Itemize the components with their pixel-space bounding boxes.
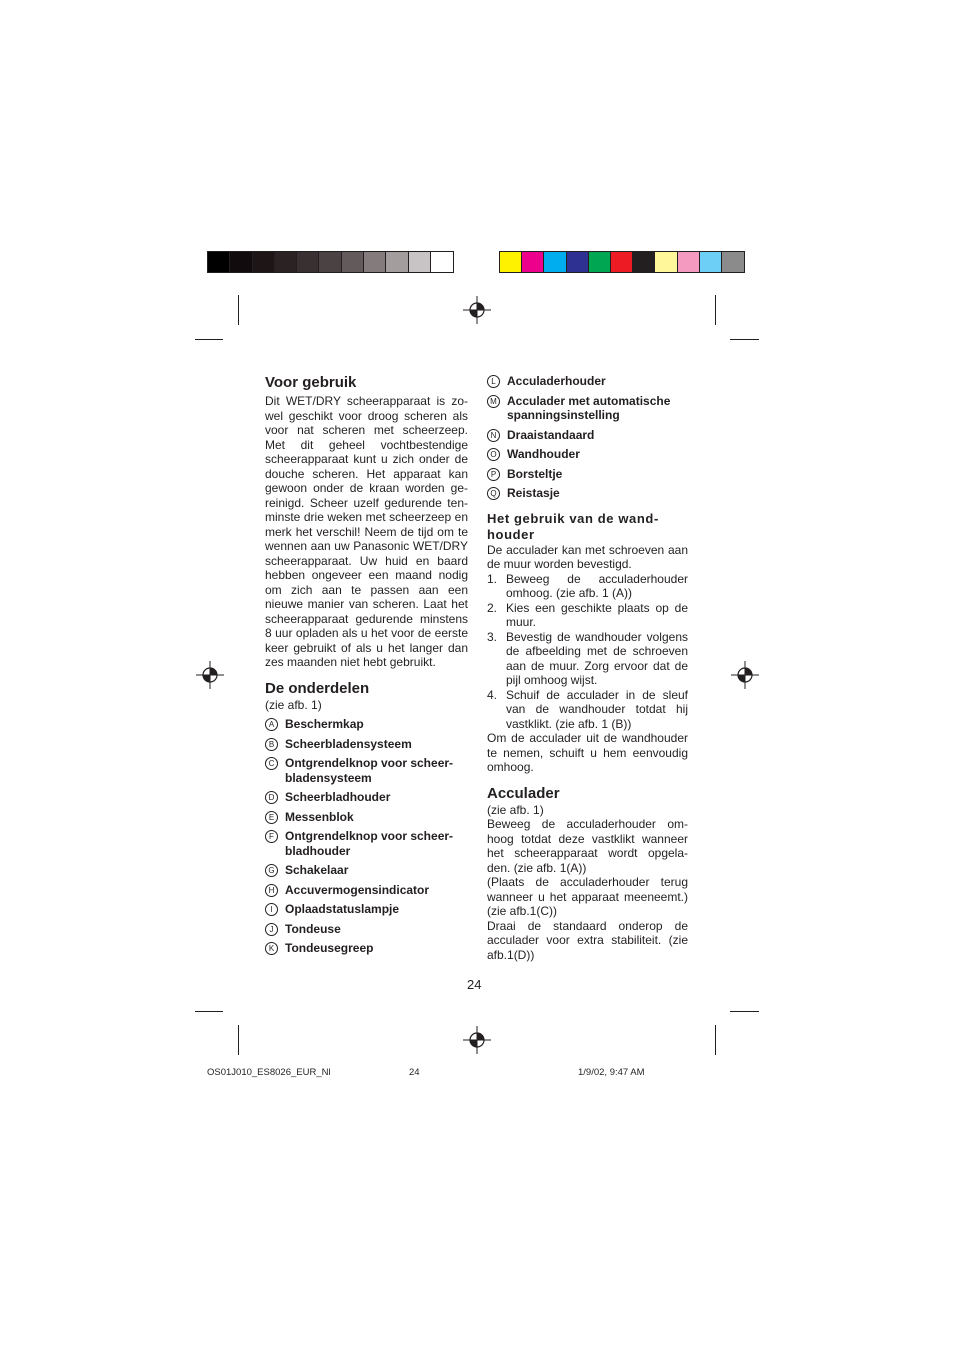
part-item	[265, 883, 468, 898]
part-letter-badge: G	[265, 864, 278, 877]
footer-file: OS01J010_ES8026_EUR_Nl	[207, 1067, 331, 1078]
wandhouder-steps	[487, 572, 688, 732]
part-item	[265, 810, 468, 825]
step-text: Bevestig de wandhouder volgens de afbeelding met de schroeven aan de muur. Zorg ervoor dat de pijl omhoog wijst.	[506, 629, 688, 687]
color-swatch	[722, 252, 744, 272]
left-column	[265, 374, 468, 961]
step-item	[487, 688, 688, 732]
part-label: Accuvermogensindicator	[285, 882, 430, 897]
step-text: Beweeg de acculaderhouder omhoog. (zie afb. 1 (A))	[506, 571, 688, 600]
part-label: Ontgrendelknop voor scheer-bladensysteem	[285, 756, 454, 785]
crop-mark	[730, 339, 759, 340]
part-label: Scheerbladhouder	[285, 790, 391, 804]
color-swatch	[230, 252, 252, 272]
part-item	[265, 790, 468, 805]
step-item	[487, 601, 688, 630]
part-item	[487, 374, 688, 389]
registration-mark-icon	[731, 661, 759, 689]
part-label: Tondeuse	[285, 921, 341, 936]
color-swatch	[589, 252, 611, 272]
part-letter-badge: K	[265, 942, 278, 955]
crop-mark	[715, 1025, 716, 1055]
part-label: Schakelaar	[285, 863, 349, 877]
acculader-p3: Draai de standaard onderop de acculader voor extra stabiliteit. (zie afb.1(D))	[487, 918, 688, 962]
crop-mark	[715, 295, 716, 325]
part-letter-badge: D	[265, 791, 278, 804]
color-swatch	[297, 252, 319, 272]
part-item	[487, 447, 688, 462]
part-label: Messenblok	[285, 809, 354, 824]
step-number: 3.	[487, 629, 498, 644]
part-label: Scheerbladensysteem	[285, 736, 412, 751]
step-text: Schuif de acculader in de sleuf van de wandhouder totdat hij vastklikt. (zie afb. 1 (B))	[506, 687, 688, 731]
color-swatch	[253, 252, 275, 272]
section-title-onderdelen: De onderdelen	[265, 679, 370, 697]
process-color-bar	[499, 251, 745, 273]
color-swatch	[275, 252, 297, 272]
step-item	[487, 630, 688, 688]
step-item	[487, 572, 688, 601]
part-label: Acculaderhouder	[507, 374, 606, 388]
part-letter-badge: M	[487, 395, 500, 408]
part-label: Oplaadstatuslampje	[285, 902, 400, 916]
section-title-acculader: Acculader	[487, 784, 560, 802]
part-letter-badge: Q	[487, 487, 500, 500]
step-number: 2.	[487, 600, 498, 615]
page-number: 24	[467, 977, 482, 992]
part-label: Wandhouder	[507, 447, 580, 461]
part-letter-badge: A	[265, 718, 278, 731]
section-title-wandhouder: Het gebruik van de wand-houder	[487, 510, 659, 542]
part-label: Reistasje	[507, 486, 560, 500]
step-number: 1.	[487, 571, 498, 586]
wandhouder-intro: De acculader kan met schroeven aan de muur worden bevestigd.	[487, 542, 688, 571]
part-item	[265, 863, 468, 878]
section-title-voor-gebruik: Voor gebruik	[265, 374, 357, 391]
part-item	[487, 467, 688, 482]
voor-gebruik-body: Dit WET/DRY scheerapparaat is zo-wel geschikt voor droog scheren als voor nat scheren met scheerzeep. Met dit geheel vochtbestendige scheerapparaat kunt u zich onder de douche scheren. Het apparaat kan gewoon onder de kraan worden ge-reinigd. Scheer uzelf gedurende ten-minste drie weken met scheerzeep en merk het verschil! Neem de tijd om te wennen aan uw Panasonic WET/DRY scheerapparaat. Uw huid en baard hebben ongeveer een maand nodig om zich aan te passen aan een nieuwe manier van scheren. Laat het scheerapparaat gedurende minstens 8 uur opladen als u het voor de eerste keer gebruikt of als u het langer dan zes maanden niet hebt gebruikt.	[265, 394, 468, 669]
color-swatch	[208, 252, 230, 272]
color-swatch	[522, 252, 544, 272]
color-swatch	[500, 252, 522, 272]
parts-list-right	[487, 374, 688, 501]
part-letter-badge: E	[265, 811, 278, 824]
part-label: Tondeusegreep	[285, 941, 374, 955]
part-label: Acculader met automatische spanningsinstelling	[507, 393, 671, 422]
part-item	[265, 941, 468, 956]
crop-mark	[195, 1011, 223, 1012]
part-item	[265, 737, 468, 752]
wandhouder-outro: Om de acculader uit de wandhouder te nemen, schuift u hem eenvoudig omhoog.	[487, 731, 688, 774]
onderdelen-ref: (zie afb. 1)	[265, 697, 322, 712]
part-letter-badge: N	[487, 429, 500, 442]
parts-list-left	[265, 717, 468, 956]
footer-page: 24	[409, 1067, 420, 1078]
color-swatch	[544, 252, 566, 272]
color-swatch	[678, 252, 700, 272]
registration-mark-icon	[196, 661, 224, 689]
acculader-p2: (Plaats de acculaderhouder terug wanneer u het apparaat meeneemt.) (zie afb.1(C))	[487, 875, 688, 918]
color-swatch	[319, 252, 341, 272]
grayscale-bar	[207, 251, 454, 273]
color-swatch	[611, 252, 633, 272]
acculader-ref: (zie afb. 1)	[487, 802, 544, 817]
part-letter-badge: F	[265, 830, 278, 843]
crop-mark	[730, 1011, 759, 1012]
part-letter-badge: B	[265, 738, 278, 751]
part-item	[487, 486, 688, 501]
part-letter-badge: P	[487, 468, 500, 481]
step-text: Kies een geschikte plaats op de muur.	[506, 600, 688, 629]
color-swatch	[364, 252, 386, 272]
part-item	[487, 428, 688, 443]
color-swatch	[431, 252, 453, 272]
color-swatch	[342, 252, 364, 272]
part-item	[265, 829, 468, 858]
color-swatch	[700, 252, 722, 272]
part-item	[265, 922, 468, 937]
crop-mark	[238, 1025, 239, 1055]
part-item	[265, 902, 468, 917]
footer-date: 1/9/02, 9:47 AM	[578, 1067, 645, 1078]
part-label: Borsteltje	[507, 466, 563, 481]
part-letter-badge: J	[265, 923, 278, 936]
part-item	[487, 394, 688, 423]
part-item	[265, 756, 468, 785]
part-letter-badge: I	[265, 903, 278, 916]
right-column	[487, 374, 688, 962]
part-letter-badge: H	[265, 884, 278, 897]
color-swatch	[633, 252, 655, 272]
color-swatch	[655, 252, 677, 272]
part-item	[265, 717, 468, 732]
crop-mark	[238, 295, 239, 325]
part-label: Beschermkap	[285, 717, 364, 731]
part-letter-badge: C	[265, 757, 278, 770]
registration-mark-icon	[463, 1026, 491, 1054]
color-swatch	[386, 252, 408, 272]
acculader-p1: Beweeg de acculaderhouder om-hoog totdat deze vastklikt wanneer het scheerapparaat wordt opgela-den. (zie afb. 1(A))	[487, 817, 688, 875]
part-letter-badge: O	[487, 448, 500, 461]
registration-mark-icon	[463, 296, 491, 324]
part-label: Ontgrendelknop voor scheer-bladhouder	[285, 829, 454, 858]
part-label: Draaistandaard	[507, 427, 595, 442]
part-letter-badge: L	[487, 375, 500, 388]
color-swatch	[567, 252, 589, 272]
crop-mark	[195, 339, 223, 340]
step-number: 4.	[487, 687, 498, 702]
color-swatch	[409, 252, 431, 272]
